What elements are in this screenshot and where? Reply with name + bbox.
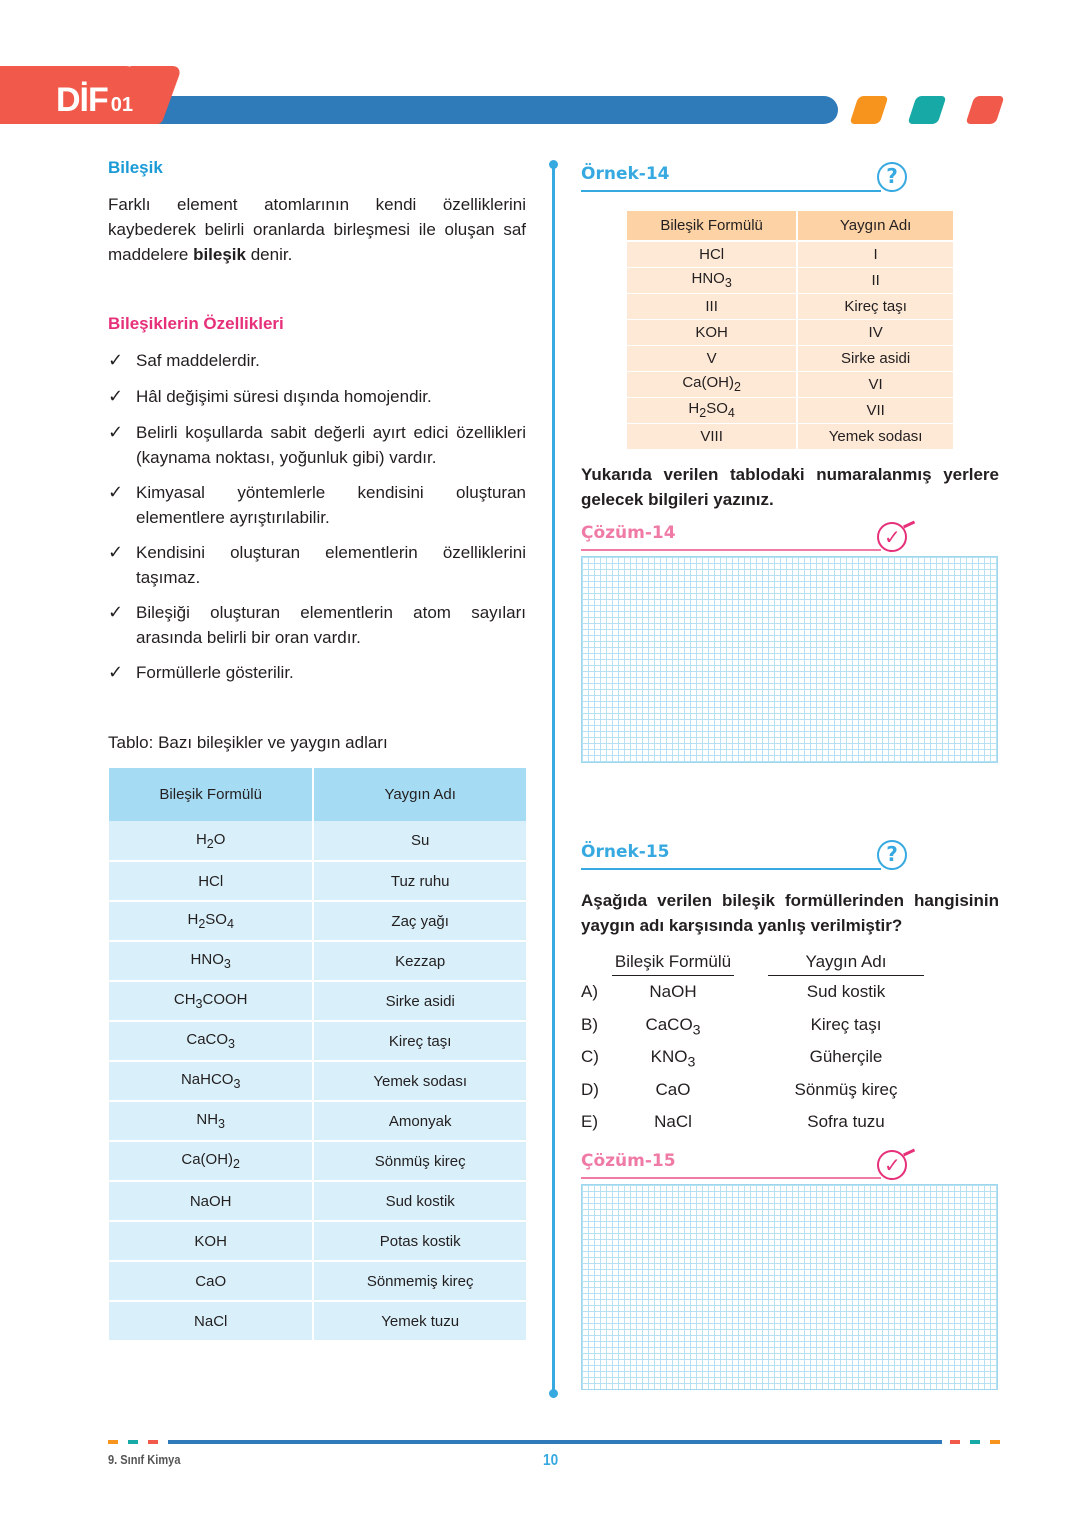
property-item: [108, 348, 526, 373]
option-name: Sofra tuzu: [807, 1112, 885, 1131]
formula-cell: $CH_3COOH$: [109, 981, 313, 1021]
formula-cell: VIII: [627, 423, 797, 449]
formula-cell: $HNO_3$: [109, 941, 313, 981]
definition-text-end: denir.: [245, 245, 293, 264]
divider-dot-bottom: [549, 1389, 558, 1398]
check-icon: ✓: [108, 350, 124, 370]
formula-cell: $Ca(OH)_2$: [627, 371, 797, 397]
page-number: 10: [543, 1452, 559, 1469]
header-bar: [130, 96, 838, 124]
question-icon: ?: [877, 162, 907, 192]
common-name-cell: VII: [797, 397, 953, 423]
check-icon: ✓: [108, 422, 124, 442]
example-14-question: Yukarıda verilen tablodaki numaralanmış yerlere gelecek bilgileri yazınız.: [581, 465, 999, 509]
check-tail: [903, 1149, 915, 1156]
common-name-cell: Potas kostik: [313, 1221, 526, 1261]
options-header-name: Yaygın Adı: [805, 952, 887, 971]
table-row: [627, 397, 953, 423]
solution-14-grid-area[interactable]: [581, 556, 998, 763]
footer-dash: [950, 1440, 960, 1444]
common-name-cell: I: [797, 241, 953, 267]
check-glyph: ✓: [884, 1153, 901, 1177]
header-square-orange: [849, 96, 888, 124]
common-name-cell: Sönmüş kireç: [313, 1141, 526, 1181]
solution-14-underline: [581, 549, 881, 551]
column-header-common-name: Yaygın Adı: [797, 211, 953, 241]
option-letter: B): [581, 1014, 598, 1034]
table-row: [109, 1181, 526, 1221]
formula-cell: CaO: [109, 1261, 313, 1301]
check-tail: [903, 521, 915, 528]
common-name-cell: Tuz ruhu: [313, 861, 526, 901]
example-14-table: [627, 211, 953, 450]
table-row: [109, 1141, 526, 1181]
formula-cell: CaCO$_3$: [109, 1021, 313, 1061]
option-letter: D): [581, 1079, 599, 1099]
formula-cell: NaCl: [109, 1301, 313, 1341]
property-text: Kendisini oluşturan elementlerin özelliklerini taşımaz.: [136, 543, 526, 587]
table-row: [627, 319, 953, 345]
common-name-cell: II: [797, 267, 953, 293]
option-name: Güherçile: [809, 1047, 883, 1066]
common-name-cell: IV: [797, 319, 953, 345]
property-item: [108, 420, 526, 470]
option-name: Kireç taşı: [810, 1014, 882, 1034]
option-formula: $KNO_3$: [650, 1047, 696, 1071]
definition-paragraph: [108, 192, 526, 267]
question-icon: ?: [877, 840, 907, 870]
definition-bold-term: bileşik: [193, 245, 246, 264]
property-item: [108, 540, 526, 590]
solution-15-grid-area[interactable]: [581, 1184, 998, 1390]
table-row: [109, 821, 526, 861]
footer-dash: [108, 1440, 118, 1444]
options-header-formula: Bileşik Formülü: [614, 952, 732, 971]
option-formula: NaCl: [654, 1112, 692, 1131]
table-row: [627, 423, 953, 449]
property-text: Bileşiği oluşturan elementlerin atom sayıları arasında belirli bir oran vardır.: [136, 603, 526, 647]
example-14-title: Örnek-14: [581, 164, 670, 184]
definition-text: Farklı element atomlarının kendi özelliklerini kaybederek belirli oranlarda birleşmesi ile oluşan saf maddelere: [108, 195, 526, 264]
formula-cell: HCl: [627, 241, 797, 267]
footer-dash: [970, 1440, 980, 1444]
option-letter: A): [581, 982, 598, 1001]
solution-check-icon: [877, 1150, 907, 1180]
table-row: [627, 241, 953, 267]
common-name-cell: Kireç taşı: [313, 1021, 526, 1061]
table-row: [109, 1021, 526, 1061]
option-name: Sönmüş kireç: [794, 1079, 898, 1099]
property-text: Saf maddelerdir.: [136, 351, 260, 370]
property-text: Belirli koşullarda sabit değerli ayırt edici özellikleri (kaynama noktası, yoğunluk gibi) vardır.: [136, 423, 526, 467]
footer-dash: [148, 1440, 158, 1444]
formula-cell: NaOH: [109, 1181, 313, 1221]
check-glyph: ✓: [884, 525, 901, 549]
option-letter: C): [581, 1047, 599, 1066]
unit-number: 01: [110, 94, 134, 116]
table-row: [627, 267, 953, 293]
header-square-red: [965, 96, 1004, 124]
formula-cell: $NH_3$: [109, 1101, 313, 1141]
formula-cell: $HNO_3$: [627, 267, 797, 293]
common-name-cell: VI: [797, 371, 953, 397]
table-row: [109, 1101, 526, 1141]
answer-option[interactable]: [581, 1080, 999, 1112]
footer-dash: [990, 1440, 1000, 1444]
common-name-cell: Sönmemiş kireç: [313, 1261, 526, 1301]
header-square-teal: [907, 96, 946, 124]
table-row: [109, 861, 526, 901]
table-row: [109, 941, 526, 981]
property-text: Hâl değişimi süresi dışında homojendir.: [136, 387, 432, 406]
solution-14-title: Çözüm-14: [581, 523, 676, 543]
solution-15-title: Çözüm-15: [581, 1151, 676, 1171]
answer-option[interactable]: [581, 1015, 999, 1047]
formula-cell: $H_2O$: [109, 821, 313, 861]
formula-cell: NaHCO$_3$: [109, 1061, 313, 1101]
option-formula: CaCO$_3$: [645, 1014, 701, 1038]
example-15-underline: [581, 868, 881, 870]
formula-cell: $H_2SO_4$: [627, 397, 797, 423]
option-formula: CaO: [655, 1079, 691, 1099]
options-header-formula-line: [612, 975, 734, 976]
section-heading: Bileşik: [108, 158, 163, 177]
check-icon: ✓: [108, 386, 124, 406]
logo-text: DİF: [56, 81, 108, 119]
common-name-cell: Kireç taşı: [797, 293, 953, 319]
table-row: [627, 345, 953, 371]
answer-option[interactable]: [581, 1047, 999, 1079]
option-letter: E): [581, 1112, 598, 1131]
formula-cell: HCl: [109, 861, 313, 901]
table-row: [109, 901, 526, 941]
option-formula: NaOH: [649, 982, 697, 1001]
column-header-common-name: Yaygın Adı: [313, 768, 526, 821]
footer-course-name: 9. Sınıf Kimya: [108, 1452, 181, 1467]
formula-cell: $H_2SO_4$: [109, 901, 313, 941]
formula-cell: KOH: [109, 1221, 313, 1261]
column-header-formula: Bileşik Formülü: [627, 211, 797, 241]
check-icon: ✓: [108, 482, 124, 502]
property-text: Formüllerle gösterilir.: [136, 663, 294, 682]
properties-list: [108, 348, 526, 695]
formula-cell: KOH: [627, 319, 797, 345]
check-icon: ✓: [108, 542, 124, 562]
table-row: [109, 981, 526, 1021]
compounds-table: [109, 768, 526, 1342]
solution-15-underline: [581, 1177, 881, 1179]
formula-cell: $Ca(OH)_2$: [109, 1141, 313, 1181]
divider-dot-top: [549, 160, 558, 169]
formula-cell: III: [627, 293, 797, 319]
table-row: [627, 293, 953, 319]
table-caption: Tablo: Bazı bileşikler ve yaygın adları: [108, 733, 388, 752]
common-name-cell: Su: [313, 821, 526, 861]
solution-check-icon: [877, 522, 907, 552]
column-header-formula: Bileşik Formülü: [109, 768, 313, 821]
common-name-cell: Amonyak: [313, 1101, 526, 1141]
table-row: [109, 1301, 526, 1341]
table-row: [627, 371, 953, 397]
properties-heading: Bileşiklerin Özellikleri: [108, 314, 284, 333]
property-item: [108, 600, 526, 650]
check-icon: ✓: [108, 602, 124, 622]
property-item: [108, 660, 526, 685]
table-row: [109, 1061, 526, 1101]
unit-logo: [56, 80, 133, 125]
common-name-cell: Yemek sodası: [313, 1061, 526, 1101]
common-name-cell: Sirke asidi: [797, 345, 953, 371]
property-text: Kimyasal yöntemlerle kendisini oluşturan elementlere ayrıştırılabilir.: [136, 483, 526, 527]
common-name-cell: Yemek sodası: [797, 423, 953, 449]
option-name: Sud kostik: [806, 982, 886, 1001]
property-item: [108, 480, 526, 530]
footer-dash: [128, 1440, 138, 1444]
common-name-cell: Yemek tuzu: [313, 1301, 526, 1341]
answer-option[interactable]: [581, 1112, 999, 1144]
property-item: [108, 384, 526, 409]
table-row: [109, 1221, 526, 1261]
common-name-cell: Kezzap: [313, 941, 526, 981]
example-14-underline: [581, 190, 881, 192]
options-header-name-line: [768, 975, 924, 976]
check-icon: ✓: [108, 662, 124, 682]
example-15-question: Aşağıda verilen bileşik formüllerinden hangisinin yaygın adı karşısında yanlış verilmiştir?: [581, 891, 999, 935]
footer-line: [168, 1440, 942, 1444]
common-name-cell: Zaç yağı: [313, 901, 526, 941]
table-row: [109, 1261, 526, 1301]
column-divider: [552, 164, 555, 1394]
formula-cell: V: [627, 345, 797, 371]
answer-option[interactable]: [581, 982, 999, 1014]
common-name-cell: Sud kostik: [313, 1181, 526, 1221]
example-15-title: Örnek-15: [581, 842, 670, 862]
common-name-cell: Sirke asidi: [313, 981, 526, 1021]
